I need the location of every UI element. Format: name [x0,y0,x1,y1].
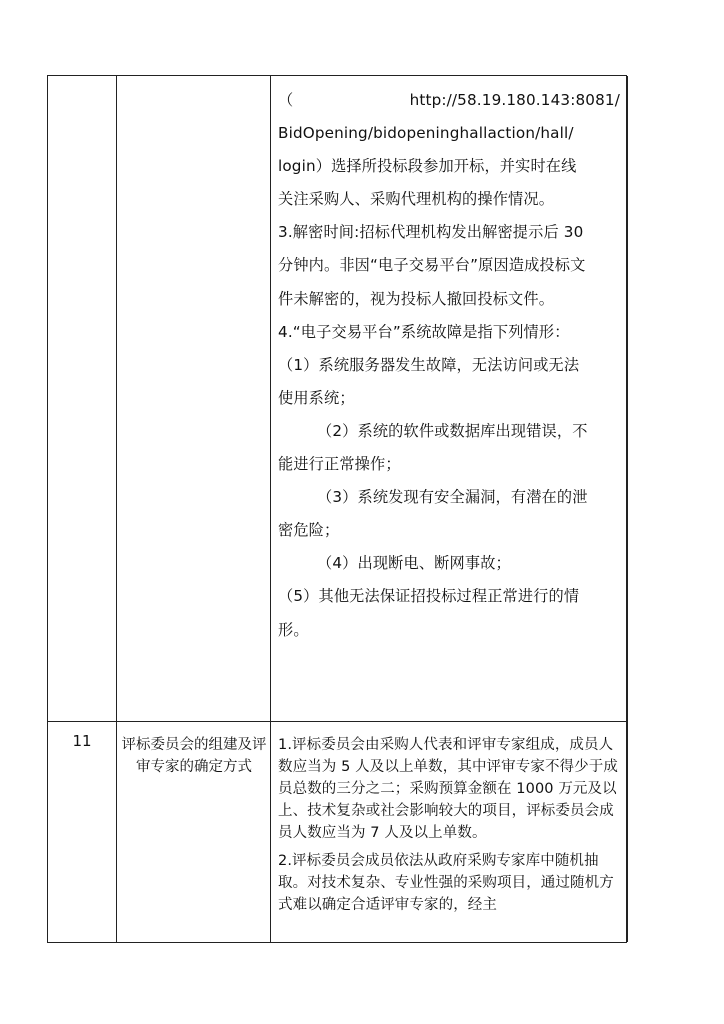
item-name: 评标委员会的组建及评审专家的确定方式 [121,737,267,775]
row-number: 11 [72,732,92,750]
content-line: 能进行正常操作； [278,455,401,474]
content-line: （1）系统服务器发生故障，无法访问或无法 [278,355,580,374]
content-line: BidOpening/bidopeninghallaction/hall/ [278,124,574,143]
open-paren: （ [278,91,294,109]
url-host: http://58.19.180.143:8081/ [409,91,620,109]
content-line: 4.“电子交易平台”系统故障是指下列情形： [278,322,570,341]
content-line: （5）其他无法保证招投标过程正常进行的情 [278,587,580,606]
content-line: 分钟内。非因“电子交易平台”原因造成投标文 [278,256,586,275]
content-line: （3）系统发现有安全漏洞，有潜在的泄 [317,488,588,507]
content-line: （4）出现断电、断网事故； [317,554,511,573]
content-paragraph: 2.评标委员会成员依法从政府采购专家库中随机抽取。对技术复杂、专业性强的采购项目，通过随机方式难以确定合适评审专家的，经主 [278,853,614,913]
column-divider [270,76,271,942]
content-line: 3.解密时间:招标代理机构发出解密提示后 30 [278,223,584,242]
content-paragraph: 1.评标委员会由采购人代表和评审专家组成，成员人数应当为 5 人及以上单数，其中评审专家不得少于成员总数的三分之二；采购预算金额在 1000 万元及以上、技术复杂或社会影响较大的项目，评标委员会成员人数应当为 7 人及以上单数。 [278,737,618,841]
content-line: login）选择所投标段参加开标，并实时在线 [278,157,577,176]
content-line: 形。 [278,620,309,639]
row-divider [48,721,626,722]
content-line: 件未解密的，视为投标人撤回投标文件。 [278,289,555,308]
column-divider [116,76,117,942]
table-right-border [626,76,628,942]
item-content-cell [278,734,620,922]
procurement-table [47,75,627,943]
content-line: 使用系统； [278,388,355,407]
content-line: 密危险； [278,521,340,540]
content-line: （2）系统的软件或数据库出现错误，不 [317,421,588,440]
content-line: 关注采购人、采购代理机构的操作情况。 [278,190,555,209]
previous-row-content-cell [278,84,620,647]
url-line [278,84,620,117]
